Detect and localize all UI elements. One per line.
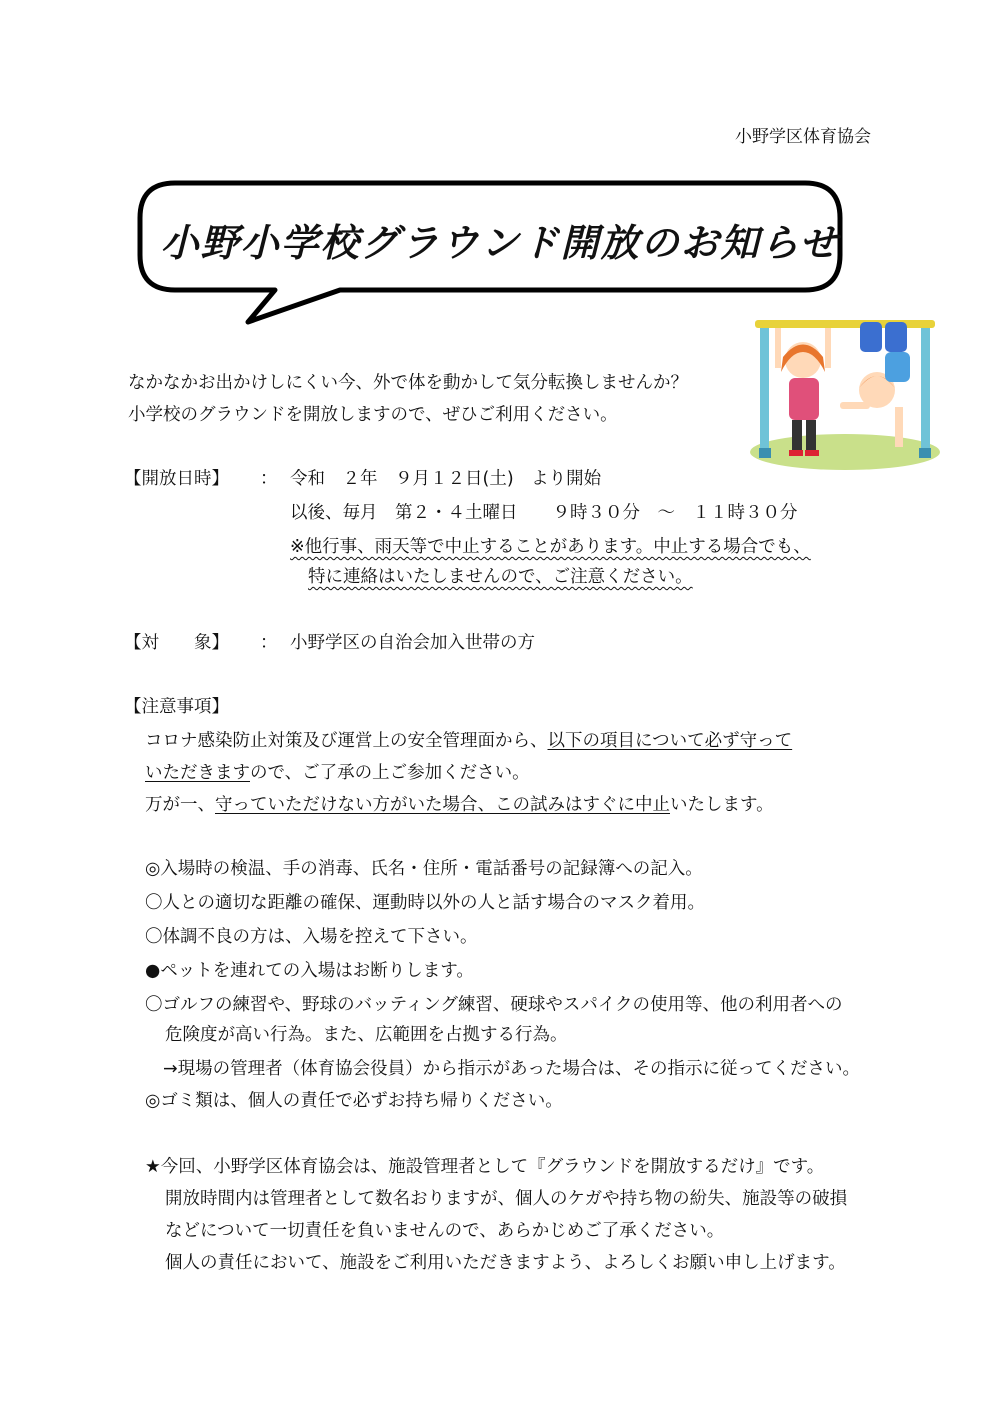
caution-item: ◎ゴミ類は、個人の責任で必ずお持ち帰りください。 <box>145 1091 563 1111</box>
target-label: 【対 象】 <box>124 633 229 653</box>
cautions-para-3a: 万が一、 <box>145 795 215 815</box>
disclaimer-line-2: 開放時間内は管理者として数名おりますが、個人のケガや持ち物の紛失、施設等の破損 <box>165 1189 848 1209</box>
target-colon: ： <box>260 633 278 653</box>
cautions-para-2b: ので、ご了承の上ご参加ください。 <box>250 763 530 783</box>
cautions-para-1b: 以下の項目について必ず守って <box>547 731 793 751</box>
caution-item: ●ペットを連れての入場はお断りします。 <box>145 961 474 981</box>
speech-bubble-frame <box>0 0 1000 340</box>
caution-item: ◎入場時の検温、手の消毒、氏名・住所・電話番号の記録簿への記入。 <box>145 859 703 879</box>
disclaimer-line-4: 個人の責任において、施設をご利用いただきますよう、よろしくお願い申し上げます。 <box>165 1253 846 1273</box>
cautions-para-2 <box>145 762 530 784</box>
cautions-para-3b: 守っていただけない方がいた場合、この試みはすぐに中止 <box>215 795 670 815</box>
cautions-label: 【注意事項】 <box>124 697 229 717</box>
intro-line-1: なかなかお出かけしにくい今、外で体を動かして気分転換しませんか？ <box>128 373 688 393</box>
cautions-para-3c: いたします。 <box>670 795 774 815</box>
cautions-para-1 <box>145 730 792 752</box>
page-title: 小野小学校グラウンド開放のお知らせ <box>160 221 840 265</box>
target-value: 小野学区の自治会加入世帯の方 <box>290 633 535 653</box>
schedule-start: 令和 ２年 ９月１２日(土) より開始 <box>290 469 602 489</box>
schedule-recurring: 以後、毎月 第２・４土曜日 ９時３０分 ～ １１時３０分 <box>290 503 798 523</box>
caution-item-instruction: →現場の管理者（体育協会役員）から指示があった場合は、その指示に従ってください。 <box>163 1059 860 1079</box>
caution-item: 〇体調不良の方は、入場を控えて下さい。 <box>145 927 478 947</box>
disclaimer-line-3: などについて一切責任を負いませんので、あらかじめご了承ください。 <box>165 1221 725 1241</box>
cautions-para-2a: いただきます <box>145 763 250 783</box>
disclaimer-line-1: ★今回、小野学区体育協会は、施設管理者として『グラウンドを開放するだけ』です。 <box>145 1157 825 1177</box>
cautions-para-1a: コロナ感染防止対策及び運営上の安全管理面から、 <box>145 731 548 751</box>
cautions-para-3 <box>145 794 774 816</box>
caution-item: 〇人との適切な距離の確保、運動時以外の人と話す場合のマスク着用。 <box>145 893 705 913</box>
organization-name: 小野学区体育協会 <box>735 127 871 147</box>
intro-line-2: 小学校のグラウンドを開放しますので、ぜひご利用ください。 <box>128 405 618 425</box>
schedule-note-1: ※他行事、雨天等で中止することがあります。中止する場合でも、 <box>290 537 811 557</box>
caution-item-continued: 危険度が高い行為。また、広範囲を占拠する行為。 <box>165 1025 568 1045</box>
caution-item: 〇ゴルフの練習や、野球のバッティング練習、硬球やスパイクの使用等、他の利用者への <box>145 995 843 1015</box>
schedule-label: 【開放日時】 <box>124 469 229 489</box>
children-on-horizontal-bar-illustration <box>745 312 945 477</box>
schedule-colon: ： <box>260 469 278 489</box>
schedule-note-2: 特に連絡はいたしませんので、ご注意ください。 <box>308 567 693 587</box>
